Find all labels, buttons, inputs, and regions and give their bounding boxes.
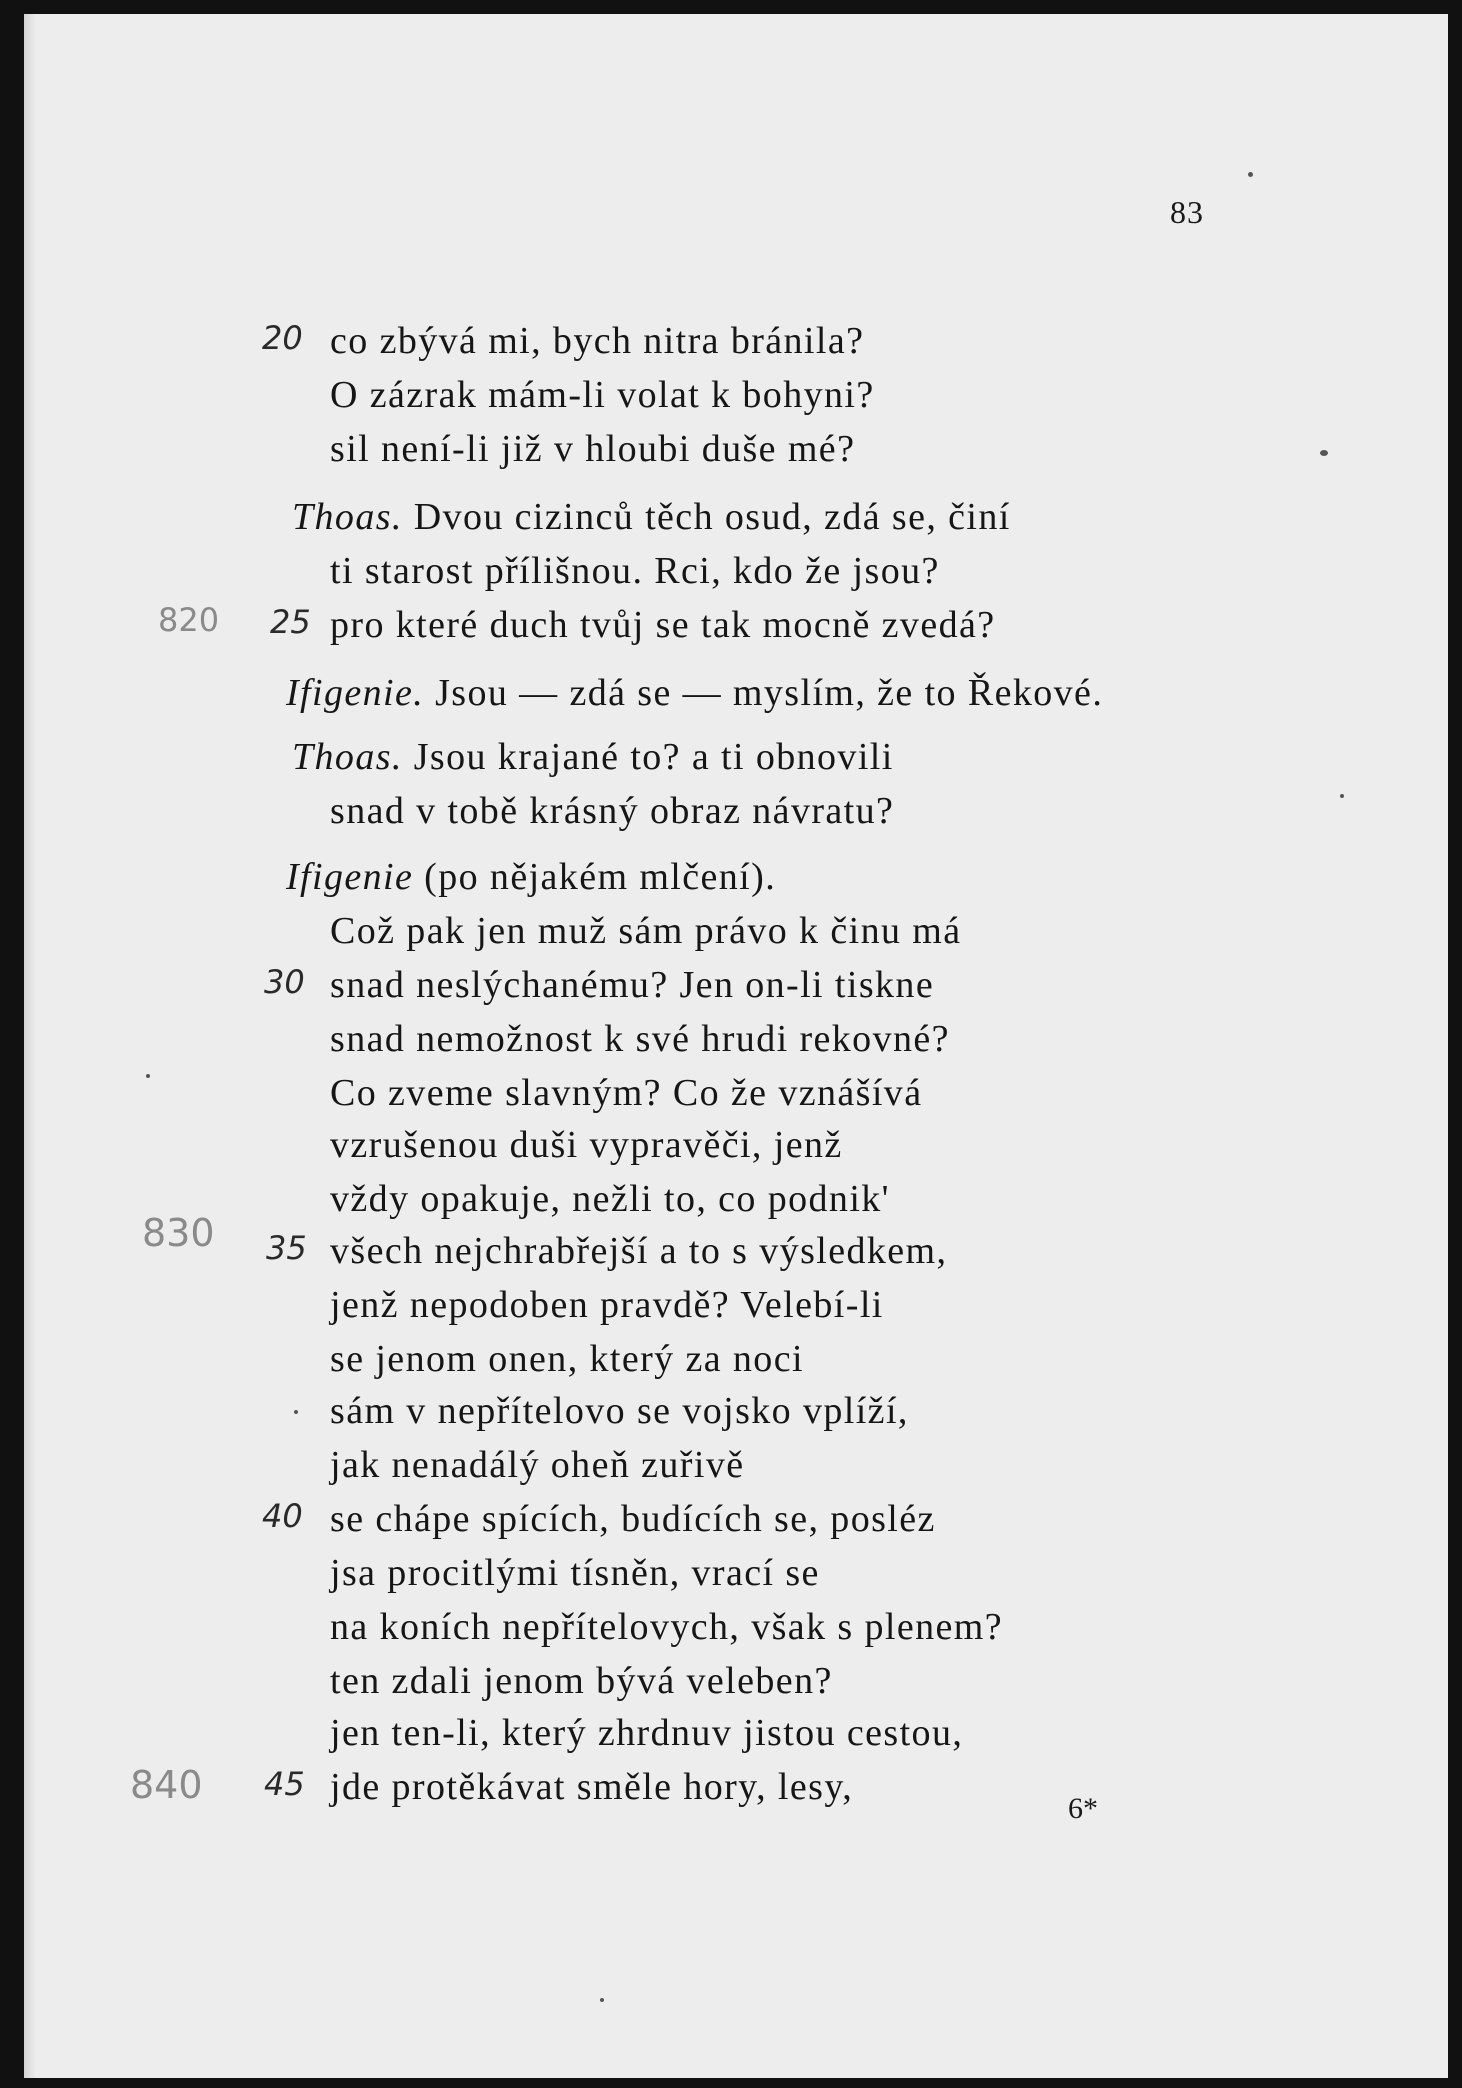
line-number-45: 45 — [264, 1765, 305, 1803]
verse-line: snad v tobě krásný obraz návratu? — [330, 790, 895, 832]
page-edge-shadow — [24, 14, 36, 2078]
page-number: 83 — [1170, 194, 1204, 230]
pencil-number-830: 830 — [142, 1211, 215, 1255]
verse-line: O zázrak mám-li volat k bohyni? — [330, 374, 875, 416]
verse-line: co zbývá mi, bych nitra bránila? — [330, 320, 865, 362]
verse-line: jenž nepodoben pravdě? Velebí-li — [330, 1284, 884, 1326]
scan-speck — [1320, 450, 1328, 456]
stage-direction: Ifigenie (po nějakém mlčení). — [286, 856, 777, 898]
verse-line: ti starost přílišnou. Rci, kdo že jsou? — [330, 550, 940, 592]
verse-line: vzrušenou duši vypravěči, jenž — [330, 1124, 843, 1166]
verse-line: snad nemožnost k své hrudi rekovné? — [330, 1018, 950, 1060]
verse-line: se chápe spících, budících se, posléz — [330, 1498, 936, 1540]
book-page — [24, 14, 1448, 2078]
verse-line: sil není-li již v hloubi duše mé? — [330, 428, 856, 470]
verse-line: jak nenadálý oheň zuřivě — [330, 1444, 745, 1486]
speech-line: Thoas. Dvou cizinců těch osud, zdá se, činí — [292, 496, 1011, 538]
pencil-number-820: 820 — [158, 601, 220, 639]
speaker-name: Ifigenie — [286, 856, 414, 898]
verse-line: na koních nepřítelovych, však s plenem? — [330, 1606, 1003, 1648]
verse-line: sám v nepřítelovo se vojsko vplíží, — [330, 1390, 909, 1432]
verse-line: všech nejchrabřejší a to s výsledkem, — [330, 1230, 948, 1272]
speaker-name: Thoas. — [292, 736, 403, 778]
speech-line: Thoas. Jsou krajané to? a ti obnovili — [292, 736, 894, 778]
line-number-40: 40 — [262, 1497, 303, 1535]
line-number-20: 20 — [262, 319, 303, 357]
pencil-number-840: 840 — [130, 1763, 203, 1807]
verse-line: Co zveme slavným? Co že vznášívá — [330, 1072, 923, 1114]
verse-line: ten zdali jenom bývá veleben? — [330, 1660, 833, 1702]
scan-speck — [146, 1074, 150, 1078]
scan-speck — [1340, 794, 1344, 798]
speaker-name: Ifigenie. — [286, 672, 425, 714]
verse-line: se jenom onen, který za noci — [330, 1338, 804, 1380]
speech-line: Ifigenie. Jsou — zdá se — myslím, že to Řekové. — [286, 672, 1104, 714]
line-number-25: 25 — [270, 603, 311, 641]
verse-line: jde protěkávat směle hory, lesy, — [330, 1766, 854, 1808]
verse-line: jsa procitlými tísněn, vrací se — [330, 1552, 820, 1594]
line-number-35: 35 — [266, 1229, 307, 1267]
scan-speck — [294, 1410, 298, 1414]
verse-line: Což pak jen muž sám právo k činu má — [330, 910, 962, 952]
verse-line: pro které duch tvůj se tak mocně zvedá? — [330, 604, 996, 646]
line-number-30: 30 — [264, 963, 305, 1001]
scan-speck — [600, 1998, 604, 2002]
speaker-name: Thoas. — [292, 496, 403, 538]
verse-line: snad neslýchanému? Jen on-li tiskne — [330, 964, 935, 1006]
signature-mark: 6* — [1068, 1792, 1098, 1825]
verse-line: vždy opakuje, nežli to, co podnik' — [330, 1178, 890, 1220]
scan-speck — [1248, 172, 1253, 177]
verse-line: jen ten-li, který zhrdnuv jistou cestou, — [330, 1712, 964, 1754]
